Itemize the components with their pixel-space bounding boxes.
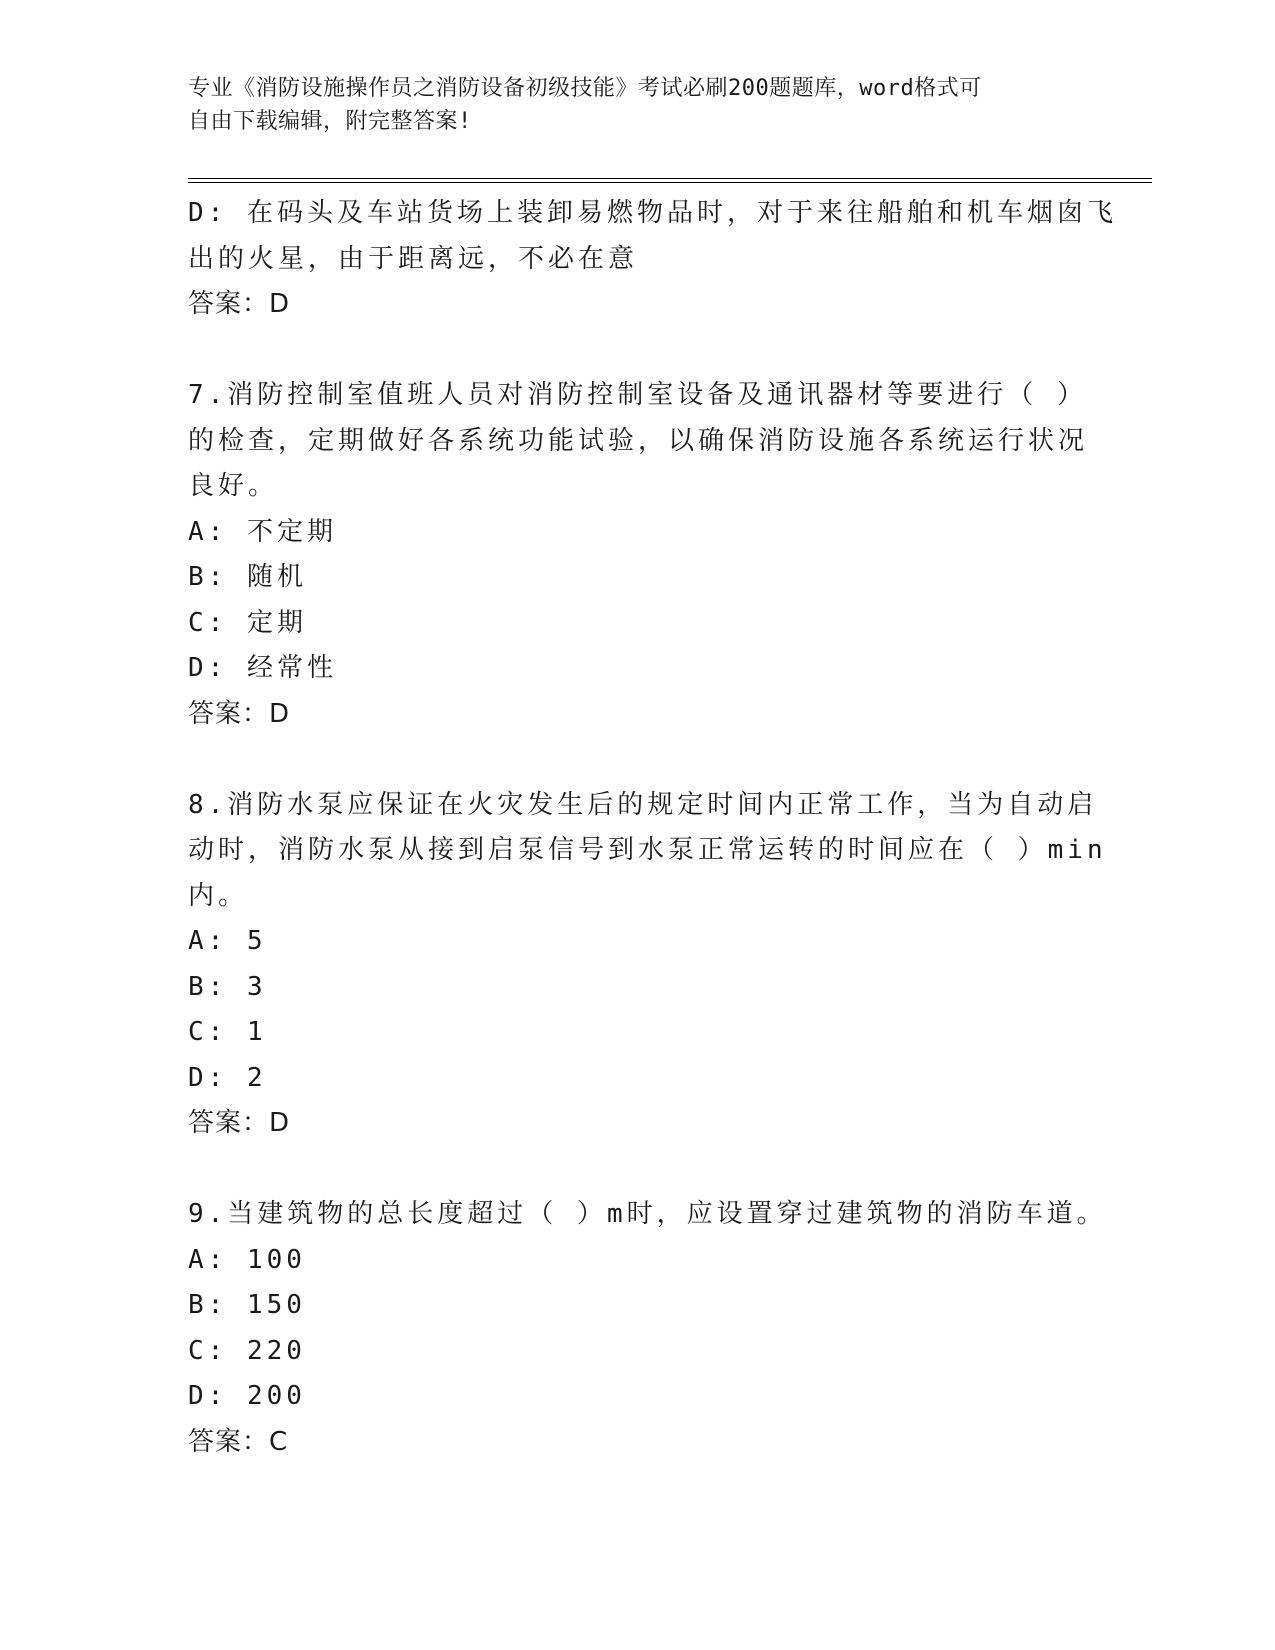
- header-line-2: 自由下载编辑，附完整答案!: [188, 109, 472, 134]
- question-9: [188, 1192, 1107, 1465]
- question-text-line-3: 良好。: [188, 471, 279, 501]
- option-b: B: 3: [188, 971, 267, 1002]
- spacer: [188, 1147, 1088, 1193]
- option-d: D: 2: [188, 1062, 267, 1093]
- question-text-line-3: 内。: [188, 880, 249, 911]
- option-a: A: 5: [188, 926, 267, 956]
- question-list: [188, 191, 1117, 1465]
- option-b: B: 随机: [188, 562, 307, 592]
- header-line-1: 专业《消防设施操作员之消防设备初级技能》考试必刷200题题库，word格式可: [188, 76, 982, 101]
- spacer: [188, 737, 1088, 783]
- question-text-line-1: 7.消防控制室值班人员对消防控制室设备及通讯器材等要进行（ ）: [188, 380, 1087, 410]
- option-d: D: 200: [188, 1381, 306, 1411]
- option-d-line-1: D: 在码头及车站货场上装卸易燃物品时，对于来往船舶和机车烟囱飞: [188, 198, 1117, 228]
- answer-label: 答案：D: [188, 698, 291, 729]
- question-6-tail: [188, 191, 1117, 328]
- header-divider-top: [188, 178, 1152, 179]
- document-header: [188, 72, 1068, 138]
- question-text-line-2: 的检查，定期做好各系统功能试验，以确保消防设施各系统运行状况: [188, 425, 1089, 456]
- option-b: B: 150: [188, 1290, 306, 1320]
- option-c: C: 220: [188, 1335, 306, 1366]
- question-7: [188, 373, 1088, 737]
- option-d: D: 经常性: [188, 653, 337, 683]
- answer-label: 答案：D: [188, 1108, 291, 1138]
- option-c: C: 1: [188, 1017, 267, 1047]
- header-divider-bottom: [188, 182, 1152, 183]
- option-d-line-2: 出的火星，由于距离远，不必在意: [188, 243, 639, 274]
- answer-label: 答案：C: [188, 1426, 289, 1457]
- option-a: A: 不定期: [188, 516, 337, 547]
- spacer: [188, 328, 1088, 374]
- option-c: C: 定期: [188, 607, 307, 638]
- option-a: A: 100: [188, 1244, 306, 1275]
- question-8: [188, 783, 1107, 1147]
- question-text-line-2: 动时，消防水泵从接到启泵信号到水泵正常运转的时间应在（ ）min: [188, 835, 1107, 865]
- question-text-line-1: 8.消防水泵应保证在火灾发生后的规定时间内正常工作，当为自动启: [188, 789, 1098, 820]
- question-text-line-1: 9.当建筑物的总长度超过（ ）m时，应设置穿过建筑物的消防车道。: [188, 1199, 1107, 1229]
- answer-label: 答案：D: [188, 289, 291, 319]
